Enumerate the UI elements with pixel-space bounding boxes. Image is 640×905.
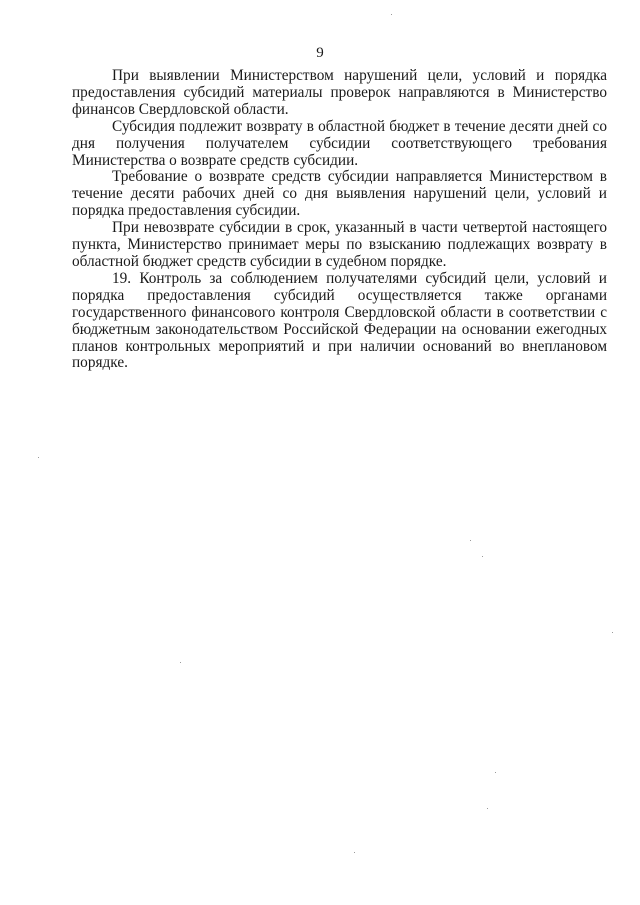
scan-speck xyxy=(482,556,483,557)
paragraph-19-control: 19. Контроль за соблюдением получателями субсидий цели, условий и порядка предоставления субсидий осуществляется также органами государственного финансового контроля Свердловской области в соответствии с бюджетным законодательством Российской Федерации на основании ежегодных планов контрольных мероприятий и при наличии оснований во внеплановом порядке. xyxy=(72,269,607,372)
paragraph-violation-reports: При выявлении Министерством нарушений цели, условий и порядка предоставления субсидий материалы проверок направляются в Министерство финансов Свердловской области. xyxy=(72,67,607,118)
scan-speck xyxy=(487,808,488,809)
scan-speck xyxy=(38,457,39,458)
document-body xyxy=(72,68,607,372)
scan-speck xyxy=(470,540,471,541)
scan-speck xyxy=(354,852,355,853)
paragraph-subsidy-return: Субсидия подлежит возврату в областной бюджет в течение десяти дней со дня получения получателем субсидии соответствующего требования Министерства о возврате средств субсидии. xyxy=(72,117,607,169)
scan-speck xyxy=(612,632,613,633)
paragraph-court-recovery: При невозврате субсидии в срок, указанный в части четвертой настоящего пункта, Министерство принимает меры по взысканию подлежащих возврату в областной бюджет средств субсидии в судебном порядке. xyxy=(72,219,607,270)
page-number: 9 xyxy=(316,45,324,61)
paragraph-return-requirement: Требование о возврате средств субсидии направляется Министерством в течение десяти рабочих дней со дня выявления нарушений цели, условий и порядка предоставления субсидии. xyxy=(72,168,607,220)
scan-speck xyxy=(391,14,392,15)
scan-speck xyxy=(180,662,181,663)
scan-speck xyxy=(495,772,496,773)
